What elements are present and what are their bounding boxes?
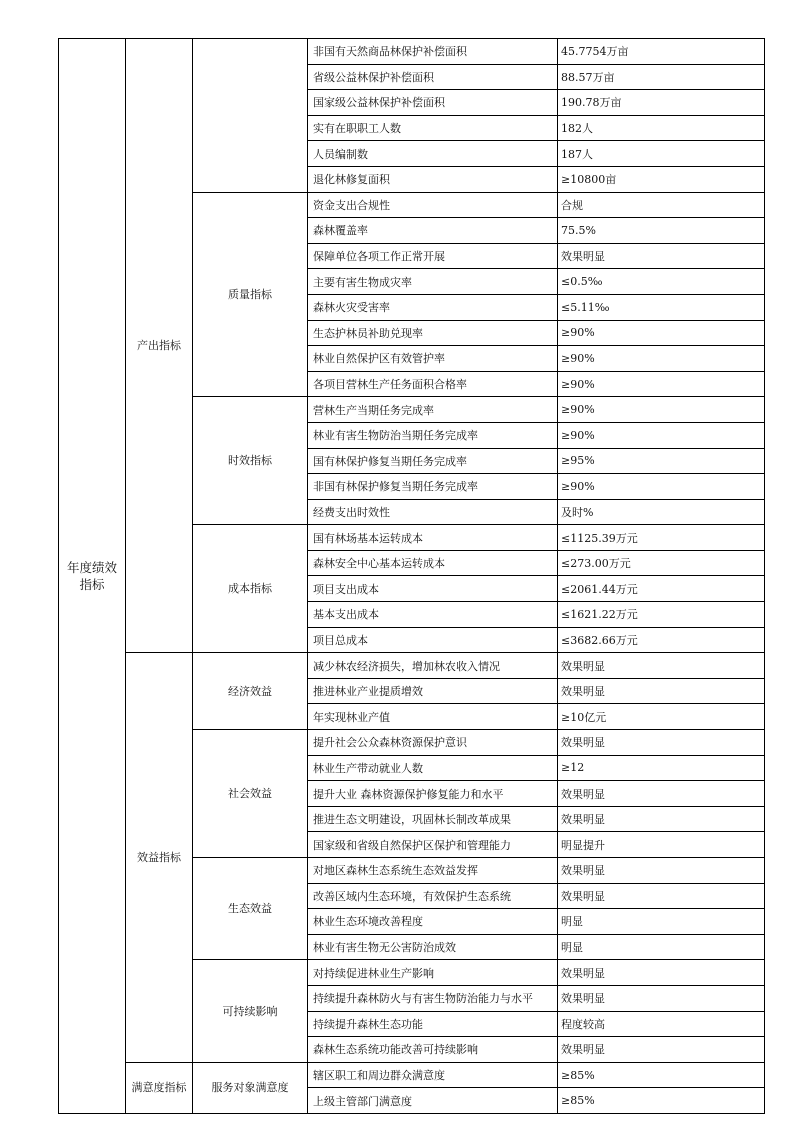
value-cell: 程度较高 (558, 1011, 765, 1037)
value-cell: 效果明显 (558, 806, 765, 832)
indicator-cell: 国有林保护修复当期任务完成率 (308, 448, 558, 474)
value-cell: 75.5% (558, 218, 765, 244)
level2-output-cell: 产出指标 (126, 39, 193, 653)
value-cell: ≤5.11‰ (558, 294, 765, 320)
value-cell: 效果明显 (558, 653, 765, 679)
value-cell: 效果明显 (558, 730, 765, 756)
indicator-cell: 非国有天然商品林保护补偿面积 (308, 39, 558, 65)
indicator-cell: 项目支出成本 (308, 576, 558, 602)
value-cell: 效果明显 (558, 883, 765, 909)
table-row (59, 39, 765, 65)
indicator-cell: 基本支出成本 (308, 602, 558, 628)
indicator-cell: 国家级公益林保护补偿面积 (308, 90, 558, 116)
value-cell: 及时% (558, 499, 765, 525)
indicator-cell: 营林生产当期任务完成率 (308, 397, 558, 423)
level2-benefit-cell: 效益指标 (126, 653, 193, 1063)
indicator-cell: 保障单位各项工作正常开展 (308, 243, 558, 269)
value-cell: ≥10亿元 (558, 704, 765, 730)
indicator-cell: 减少林农经济损失，增加林农收入情况 (308, 653, 558, 679)
indicator-cell: 实有在职职工人数 (308, 115, 558, 141)
indicator-cell: 提升社会公众森林资源保护意识 (308, 730, 558, 756)
value-cell: ≤1125.39万元 (558, 525, 765, 551)
indicator-cell: 非国有林保护修复当期任务完成率 (308, 474, 558, 500)
table-row (59, 1062, 765, 1088)
value-cell: ≥12 (558, 755, 765, 781)
level3-social-cell: 社会效益 (193, 730, 308, 858)
indicator-cell: 森林生态系统功能改善可持续影响 (308, 1037, 558, 1063)
indicator-cell: 持续提升森林防火与有害生物防治能力与水平 (308, 985, 558, 1011)
indicator-cell: 改善区域内生态环境，有效保护生态系统 (308, 883, 558, 909)
value-cell: ≥10800亩 (558, 166, 765, 192)
indicator-cell: 国有林场基本运转成本 (308, 525, 558, 551)
value-cell: 明显提升 (558, 832, 765, 858)
value-cell: ≥95% (558, 448, 765, 474)
value-cell: ≥90% (558, 371, 765, 397)
table-row (59, 653, 765, 679)
value-cell: ≤273.00万元 (558, 550, 765, 576)
indicator-cell: 林业生产带动就业人数 (308, 755, 558, 781)
indicator-cell: 上级主管部门满意度 (308, 1088, 558, 1114)
indicator-cell: 生态护林员补助兑现率 (308, 320, 558, 346)
indicator-cell: 持续提升森林生态功能 (308, 1011, 558, 1037)
table-body (59, 39, 765, 1114)
level3-service-cell: 服务对象满意度 (193, 1062, 308, 1113)
value-cell: ≤1621.22万元 (558, 602, 765, 628)
level3-ecological-cell: 生态效益 (193, 858, 308, 960)
indicator-cell: 对地区森林生态系统生态效益发挥 (308, 858, 558, 884)
indicator-cell: 林业有害生物无公害防治成效 (308, 934, 558, 960)
value-cell: 效果明显 (558, 243, 765, 269)
indicator-cell: 森林安全中心基本运转成本 (308, 550, 558, 576)
value-cell: 明显 (558, 934, 765, 960)
indicator-cell: 森林覆盖率 (308, 218, 558, 244)
indicator-cell: 退化林修复面积 (308, 166, 558, 192)
indicator-cell: 国家级和省级自然保护区保护和管理能力 (308, 832, 558, 858)
indicator-cell: 推进林业产业提质增效 (308, 678, 558, 704)
indicator-cell: 森林火灾受害率 (308, 294, 558, 320)
value-cell: ≥90% (558, 320, 765, 346)
value-cell: 效果明显 (558, 678, 765, 704)
value-cell: 明显 (558, 909, 765, 935)
level3-cost-cell: 成本指标 (193, 525, 308, 653)
value-cell: 效果明显 (558, 781, 765, 807)
level1-cell: 年度绩效指标 (59, 39, 126, 1114)
indicator-cell: 林业自然保护区有效管护率 (308, 346, 558, 372)
indicator-cell: 林业有害生物防治当期任务完成率 (308, 422, 558, 448)
value-cell: ≤3682.66万元 (558, 627, 765, 653)
value-cell: ≥90% (558, 422, 765, 448)
level3-quality-cell: 质量指标 (193, 192, 308, 397)
value-cell: 合规 (558, 192, 765, 218)
value-cell: 187人 (558, 141, 765, 167)
value-cell: 190.78万亩 (558, 90, 765, 116)
indicator-cell: 提升大业 森林资源保护修复能力和水平 (308, 781, 558, 807)
value-cell: 45.7754万亩 (558, 39, 765, 65)
indicator-cell: 对持续促进林业生产影响 (308, 960, 558, 986)
value-cell: 88.57万亩 (558, 64, 765, 90)
value-cell: 效果明显 (558, 1037, 765, 1063)
level3-economic-cell: 经济效益 (193, 653, 308, 730)
value-cell: 182人 (558, 115, 765, 141)
indicator-cell: 辖区职工和周边群众满意度 (308, 1062, 558, 1088)
level2-satisfaction-cell: 满意度指标 (126, 1062, 193, 1113)
value-cell: ≤2061.44万元 (558, 576, 765, 602)
value-cell: 效果明显 (558, 960, 765, 986)
level3-timeliness-cell: 时效指标 (193, 397, 308, 525)
value-cell: ≥90% (558, 397, 765, 423)
level3-sustainable-cell: 可持续影响 (193, 960, 308, 1062)
value-cell: ≥90% (558, 474, 765, 500)
indicator-cell: 人员编制数 (308, 141, 558, 167)
indicator-cell: 林业生态环境改善程度 (308, 909, 558, 935)
indicator-cell: 经费支出时效性 (308, 499, 558, 525)
indicator-cell: 资金支出合规性 (308, 192, 558, 218)
indicator-cell: 项目总成本 (308, 627, 558, 653)
indicator-cell: 各项目营林生产任务面积合格率 (308, 371, 558, 397)
value-cell: ≤0.5‰ (558, 269, 765, 295)
indicator-cell: 主要有害生物成灾率 (308, 269, 558, 295)
performance-indicator-table (58, 38, 765, 1114)
indicator-cell: 省级公益林保护补偿面积 (308, 64, 558, 90)
value-cell: 效果明显 (558, 858, 765, 884)
value-cell: 效果明显 (558, 985, 765, 1011)
indicator-cell: 年实现林业产值 (308, 704, 558, 730)
indicator-cell: 推进生态文明建设，巩固林长制改革成果 (308, 806, 558, 832)
level3-quantity-cell (193, 39, 308, 193)
value-cell: ≥85% (558, 1062, 765, 1088)
value-cell: ≥90% (558, 346, 765, 372)
value-cell: ≥85% (558, 1088, 765, 1114)
